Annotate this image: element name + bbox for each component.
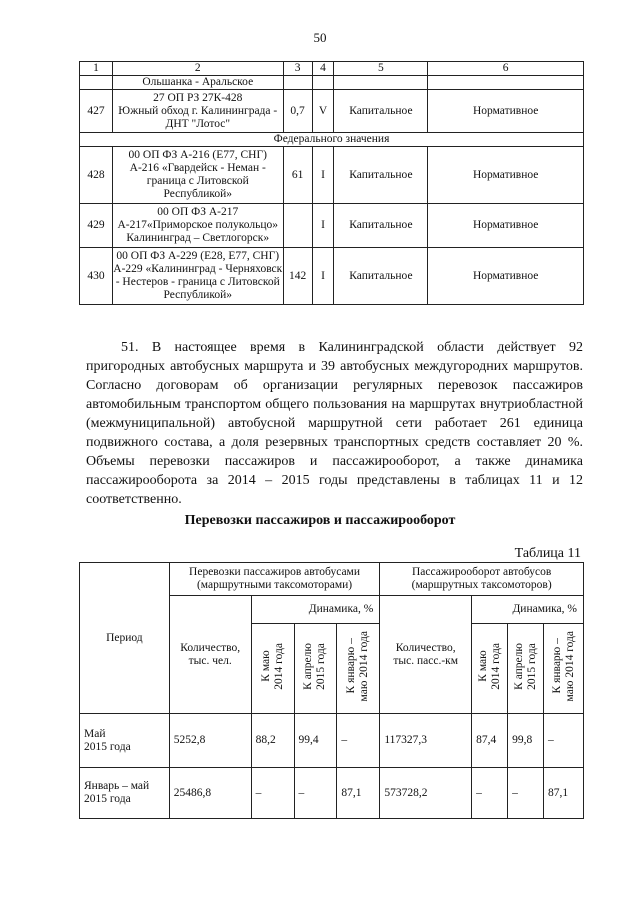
section-title: Федерального значения: [80, 133, 584, 147]
value-cell: 25486,8: [169, 768, 251, 819]
roads-table: [79, 61, 584, 305]
value-cell: 573728,2: [380, 768, 472, 819]
dynamics-header: Динамика, %: [472, 596, 584, 624]
road-category: I: [312, 147, 334, 204]
value-cell: 87,4: [472, 714, 508, 768]
dyn-col-cell: [508, 624, 544, 714]
value-cell: 88,2: [251, 714, 294, 768]
group-header-turnover: Пассажирооборот автобусов (маршрутных таксомоторов): [380, 563, 584, 596]
table-row: [80, 76, 584, 90]
section-row: [80, 133, 584, 147]
dyn-col-may-2014: К маю 2014 года: [476, 643, 502, 690]
value-cell: –: [251, 768, 294, 819]
dyn-col-cell: [544, 624, 584, 714]
road-state: Нормативное: [428, 204, 584, 248]
dyn-col-jan-may-2014: К январю – маю 2014 года: [345, 631, 371, 702]
road-surface: Капитальное: [334, 204, 428, 248]
value-cell: –: [337, 714, 380, 768]
dyn-col-cell: [472, 624, 508, 714]
road-name: 00 ОП ФЗ А-216 (Е77, СНГ) А-216 «Гвардейск - Неман - граница с Литовской Республикой»: [112, 147, 283, 204]
paragraph-51: [86, 338, 583, 509]
value-cell: 87,1: [544, 768, 584, 819]
road-state: Нормативное: [428, 248, 584, 305]
dyn-col-april-2015: К апрелю 2015 года: [302, 643, 328, 690]
section-heading: Перевозки пассажиров и пассажирооборот: [184, 513, 456, 528]
dynamics-header: Динамика, %: [251, 596, 380, 624]
row-number: 427: [80, 90, 113, 133]
paragraph-text: 51. В настоящее время в Калининградской области действует 92 пригородных автобусных маршрута и 39 автобусных междугородних маршрутов. Согласно договорам об организации регулярных перевозок пассажиров автомобильным транспортом общего пользования на маршрутах внутриобластной (межмуниципальной) автобусной маршрутной сети работает 261 единица подвижного состава, а доля резервных транспортных средств составляет 20 %. Объемы перевозки пассажиров и пассажирооборот, а также динамика пассажирооборота за 2014 – 2015 годы представлены в таблицах 11 и 12 соответственно.: [86, 340, 583, 507]
road-length: 61: [283, 147, 312, 204]
empty-cell: [428, 76, 584, 90]
passenger-table: [79, 562, 584, 819]
dyn-col-cell: [251, 624, 294, 714]
table-row: [80, 90, 584, 133]
dyn-col-jan-may-2014: К январю – маю 2014 года: [550, 631, 576, 702]
col-number: 3: [283, 62, 312, 76]
table-row: [80, 768, 584, 819]
value-cell: 117327,3: [380, 714, 472, 768]
dyn-col-april-2015: К апрелю 2015 года: [512, 643, 538, 690]
row-number: 430: [80, 248, 113, 305]
col-number: 1: [80, 62, 113, 76]
road-state: Нормативное: [428, 90, 584, 133]
page-number: 50: [313, 30, 327, 45]
road-surface: Капитальное: [334, 147, 428, 204]
period-cell: Январь – май 2015 года: [80, 768, 170, 819]
road-category: V: [312, 90, 334, 133]
qty-header-turnover: Количество, тыс. пасс.-км: [380, 596, 472, 714]
table-row: [80, 204, 584, 248]
empty-cell: [283, 76, 312, 90]
value-cell: –: [544, 714, 584, 768]
row-number: 428: [80, 147, 113, 204]
dyn-col-may-2014: К маю 2014 года: [259, 643, 285, 690]
period-cell: Май 2015 года: [80, 714, 170, 768]
road-surface: Капитальное: [334, 248, 428, 305]
empty-cell: [312, 76, 334, 90]
value-cell: –: [294, 768, 337, 819]
col-number: 6: [428, 62, 584, 76]
table-row: [80, 147, 584, 204]
row-number: 429: [80, 204, 113, 248]
col-number: 4: [312, 62, 334, 76]
empty-cell: [80, 76, 113, 90]
road-category: I: [312, 204, 334, 248]
road-length: [283, 204, 312, 248]
road-length: 0,7: [283, 90, 312, 133]
road-name: 27 ОП РЗ 27К-428 Южный обход г. Калининграда - ДНТ "Лотос": [112, 90, 283, 133]
table-caption: Таблица 11: [514, 546, 581, 561]
road-surface: Капитальное: [334, 90, 428, 133]
road-length: 142: [283, 248, 312, 305]
road-name: 00 ОП ФЗ А-229 (Е28, Е77, СНГ) А-229 «Калининград - Черняховск - Нестеров - граница с Литовской Республикой»: [112, 248, 283, 305]
road-name: 00 ОП ФЗ А-217 А-217«Приморское полукольцо» Калининград – Светлогорск»: [112, 204, 283, 248]
col-number: 5: [334, 62, 428, 76]
group-header-passengers: Перевозки пассажиров автобусами (маршрутными таксомоторами): [169, 563, 380, 596]
value-cell: 5252,8: [169, 714, 251, 768]
road-state: Нормативное: [428, 147, 584, 204]
qty-header-passengers: Количество, тыс. чел.: [169, 596, 251, 714]
dyn-col-cell: [337, 624, 380, 714]
dyn-col-cell: [294, 624, 337, 714]
period-header: Период: [80, 563, 170, 714]
column-number-row: [80, 62, 584, 76]
table-row: [80, 248, 584, 305]
table-row: [80, 714, 584, 768]
value-cell: –: [472, 768, 508, 819]
value-cell: –: [508, 768, 544, 819]
value-cell: 87,1: [337, 768, 380, 819]
value-cell: 99,4: [294, 714, 337, 768]
road-category: I: [312, 248, 334, 305]
empty-cell: [334, 76, 428, 90]
col-number: 2: [112, 62, 283, 76]
road-name-continued: Ольшанка - Аральское: [112, 76, 283, 90]
value-cell: 99,8: [508, 714, 544, 768]
